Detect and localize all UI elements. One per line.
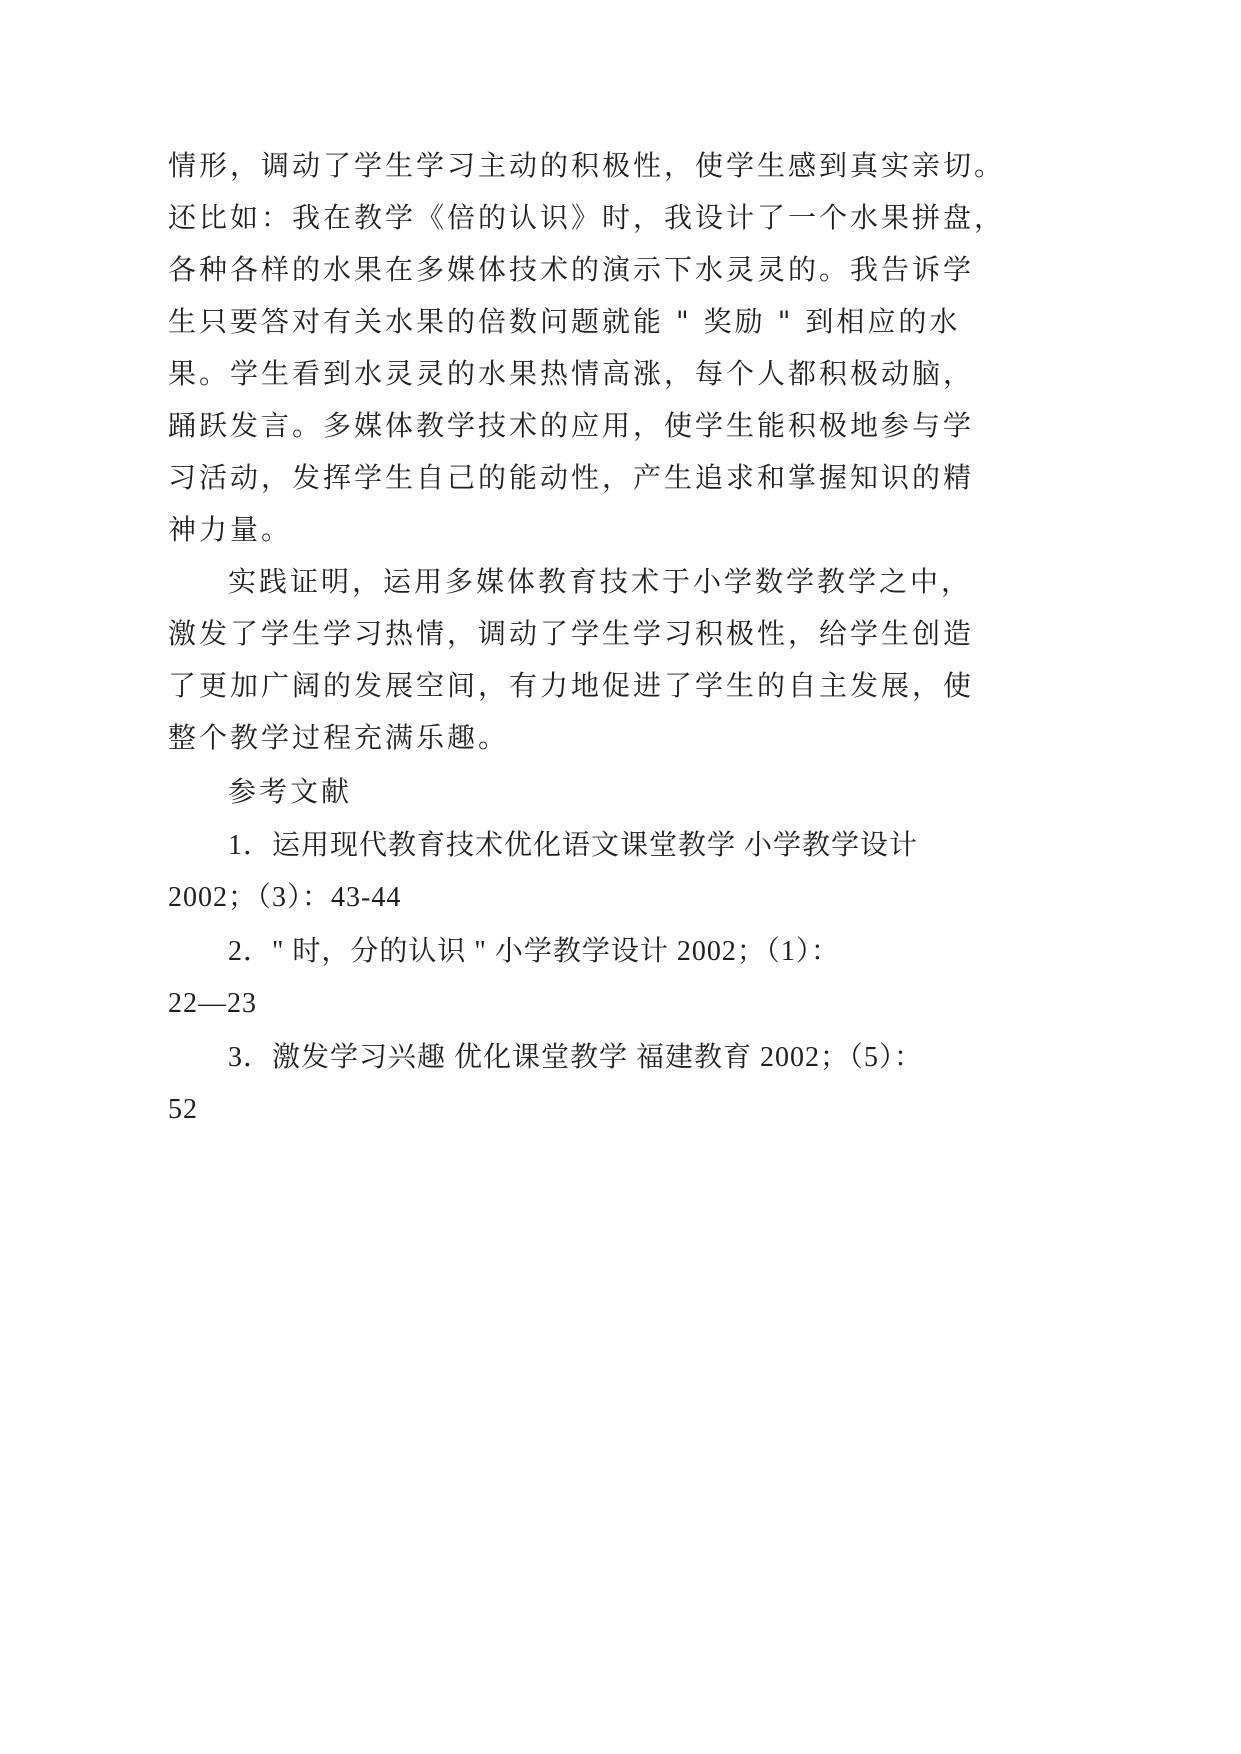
- body-line-6: 踊跃发言。多媒体教学技术的应用，使学生能积极地参与学: [168, 409, 975, 442]
- reference-3-line-1: 3．激发学习兴趣 优化课堂教学 福建教育 2002；（5）：: [228, 1042, 924, 1073]
- reference-2-line-2: 22—23: [168, 988, 257, 1019]
- body-line-2: 还比如：我在教学《倍的认识》时，我设计了一个水果拼盘，: [168, 201, 1006, 234]
- conclusion-line-2: 激发了学生学习热情，调动了学生学习积极性，给学生创造: [168, 617, 975, 650]
- body-line-1: 情形，调动了学生学习主动的积极性，使学生感到真实亲切。: [168, 149, 1006, 182]
- body-line-5: 果。学生看到水灵灵的水果热情高涨，每个人都积极动脑，: [168, 357, 975, 390]
- body-line-7: 习活动，发挥学生自己的能动性，产生追求和掌握知识的精: [168, 461, 975, 494]
- reference-2-line-1: 2．" 时，分的认识 " 小学教学设计 2002；（1）：: [228, 936, 840, 967]
- reference-1-line-2: 2002；（3）：43-44: [168, 882, 402, 913]
- reference-3-line-2: 52: [168, 1094, 198, 1125]
- body-line-4: 生只要答对有关水果的倍数问题就能 " 奖励 " 到相应的水: [168, 305, 961, 338]
- conclusion-line-4: 整个教学过程充满乐趣。: [168, 721, 510, 754]
- references-heading: 参考文献: [228, 775, 353, 808]
- conclusion-line-1: 实践证明，运用多媒体教育技术于小学数学教学之中，: [228, 565, 973, 598]
- conclusion-line-3: 了更加广阔的发展空间，有力地促进了学生的自主发展，使: [168, 669, 975, 702]
- body-line-8: 神力量。: [168, 513, 293, 546]
- reference-1-line-1: 1．运用现代教育技术优化语文课堂教学 小学教学设计: [228, 830, 919, 861]
- body-line-3: 各种各样的水果在多媒体技术的演示下水灵灵的。我告诉学: [168, 253, 975, 286]
